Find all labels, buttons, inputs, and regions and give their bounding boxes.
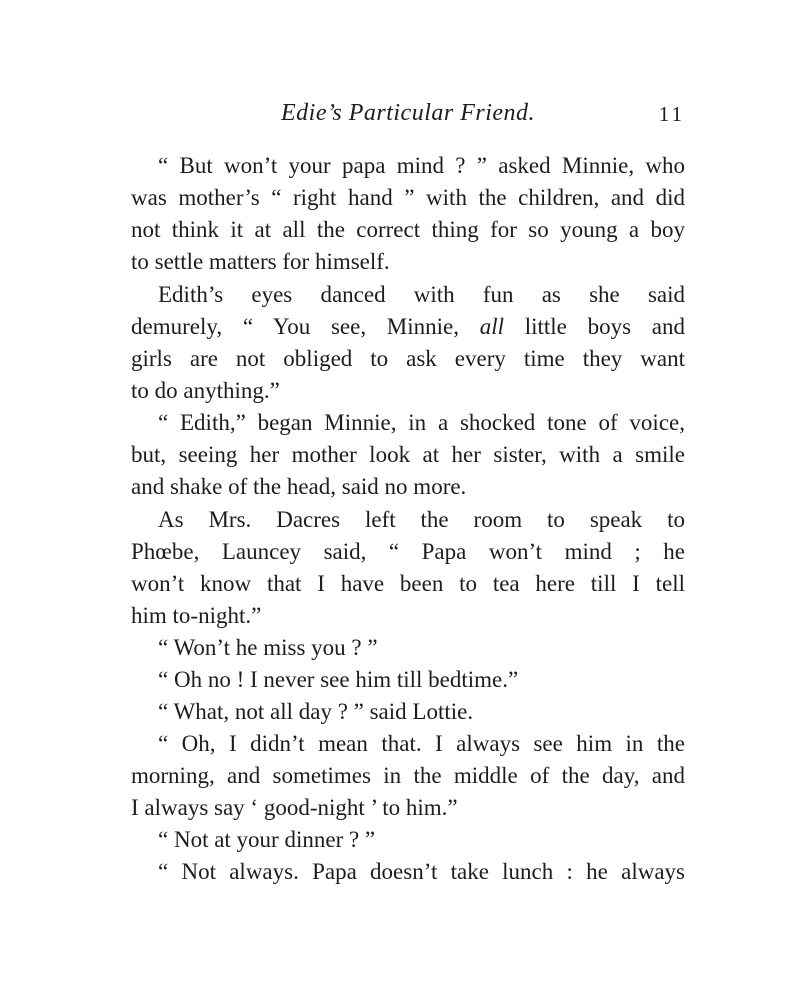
text-line: and shake of the head, said no more.	[131, 474, 467, 499]
text-line: to settle matters for himself.	[131, 249, 390, 274]
text-line: morning, and sometimes in the middle of the day, and	[131, 763, 685, 788]
italic-emphasis: all	[479, 314, 504, 339]
text-line: Phœbe, Launcey said, “ Papa won’t mind ; he	[131, 539, 685, 564]
text-line: him to-night.”	[131, 603, 262, 628]
text-line: to do anything.”	[131, 378, 280, 403]
text-line	[131, 311, 685, 343]
text-line: was mother’s “ right hand ” with the children, and did	[131, 185, 685, 210]
text-run: demurely, “ You see, Minnie,	[131, 314, 480, 339]
text-line: “ Not at your dinner ? ”	[158, 827, 376, 852]
text-line: “ Edith,” began Minnie, in a shocked tone of voice,	[158, 410, 685, 435]
text-line: but, seeing her mother look at her sister, with a smile	[131, 442, 685, 467]
text-line: “ Oh no ! I never see him till bedtime.”	[158, 667, 519, 692]
text-line: not think it at all the correct thing for so young a boy	[131, 217, 685, 242]
body-text	[131, 150, 685, 888]
text-run: little boys and	[504, 314, 685, 339]
text-line: Edith’s eyes danced with fun as she said	[158, 282, 685, 307]
text-line: I always say ‘ good-night ’ to him.”	[131, 795, 458, 820]
text-line: As Mrs. Dacres left the room to speak to	[158, 507, 685, 532]
text-line: “ What, not all day ? ” said Lottie.	[158, 699, 474, 724]
text-line: “ But won’t your papa mind ? ” asked Minnie, who	[158, 153, 685, 178]
text-line: “ Won’t he miss you ? ”	[158, 635, 378, 660]
text-line: girls are not obliged to ask every time they want	[131, 346, 685, 371]
text-line: “ Not always. Papa doesn’t take lunch : he always	[158, 859, 685, 884]
running-head	[131, 100, 685, 134]
page-number: 11	[658, 102, 685, 126]
text-line: “ Oh, I didn’t mean that. I always see him in the	[158, 731, 685, 756]
text-line: won’t know that I have been to tea here till I tell	[131, 571, 685, 596]
running-title: Edie’s Particular Friend.	[281, 100, 536, 126]
